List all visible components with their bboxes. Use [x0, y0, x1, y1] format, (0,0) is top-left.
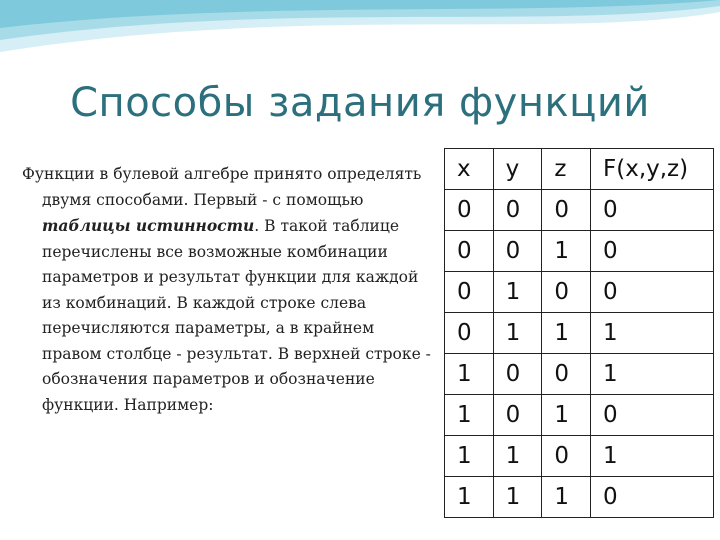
cell-y: 0	[493, 395, 542, 436]
table-row	[445, 436, 714, 477]
cell-f: 1	[591, 354, 714, 395]
cell-z: 0	[542, 272, 591, 313]
cell-y: 1	[493, 313, 542, 354]
cell-f: 1	[591, 313, 714, 354]
truth-table	[444, 148, 714, 518]
header-z: z	[542, 149, 591, 190]
description-part2: . В такой таблице перечислены все возможные комбинации параметров и результат функции для каждой из комбинаций. В каждой строке слева перечисляются параметры, а в крайнем правом столбце - результат. В верхней строке - обозначения параметров и обозначение функции. Например:	[42, 217, 431, 414]
cell-z: 1	[542, 231, 591, 272]
cell-y: 0	[493, 190, 542, 231]
cell-f: 0	[591, 272, 714, 313]
cell-z: 1	[542, 313, 591, 354]
cell-x: 1	[445, 436, 494, 477]
table-row	[445, 231, 714, 272]
cell-f: 0	[591, 231, 714, 272]
cell-z: 1	[542, 477, 591, 518]
description-text	[22, 162, 432, 418]
cell-x: 1	[445, 354, 494, 395]
cell-y: 1	[493, 436, 542, 477]
cell-y: 0	[493, 231, 542, 272]
description-part1: Функции в булевой алгебре принято определять двумя способами. Первый - с помощью	[22, 165, 422, 209]
header-function: F(x,y,z)	[591, 149, 714, 190]
truth-table-term: таблицы истинности	[42, 216, 255, 235]
table-row	[445, 354, 714, 395]
cell-f: 0	[591, 190, 714, 231]
header-x: x	[445, 149, 494, 190]
table-row	[445, 395, 714, 436]
cell-x: 0	[445, 272, 494, 313]
table-row	[445, 313, 714, 354]
slide-title: Способы задания функций	[70, 80, 650, 126]
cell-y: 0	[493, 354, 542, 395]
cell-x: 0	[445, 231, 494, 272]
description-paragraph	[22, 162, 432, 418]
cell-y: 1	[493, 477, 542, 518]
truth-table-body	[445, 190, 714, 518]
cell-z: 0	[542, 436, 591, 477]
cell-z: 0	[542, 190, 591, 231]
header-y: y	[493, 149, 542, 190]
cell-x: 1	[445, 395, 494, 436]
cell-x: 0	[445, 190, 494, 231]
cell-x: 0	[445, 313, 494, 354]
table-row	[445, 272, 714, 313]
cell-f: 1	[591, 436, 714, 477]
table-row	[445, 190, 714, 231]
cell-z: 0	[542, 354, 591, 395]
table-row	[445, 477, 714, 518]
header-wave-decoration	[0, 0, 720, 70]
cell-x: 1	[445, 477, 494, 518]
truth-table-header-row	[445, 149, 714, 190]
cell-f: 0	[591, 477, 714, 518]
cell-y: 1	[493, 272, 542, 313]
cell-z: 1	[542, 395, 591, 436]
cell-f: 0	[591, 395, 714, 436]
